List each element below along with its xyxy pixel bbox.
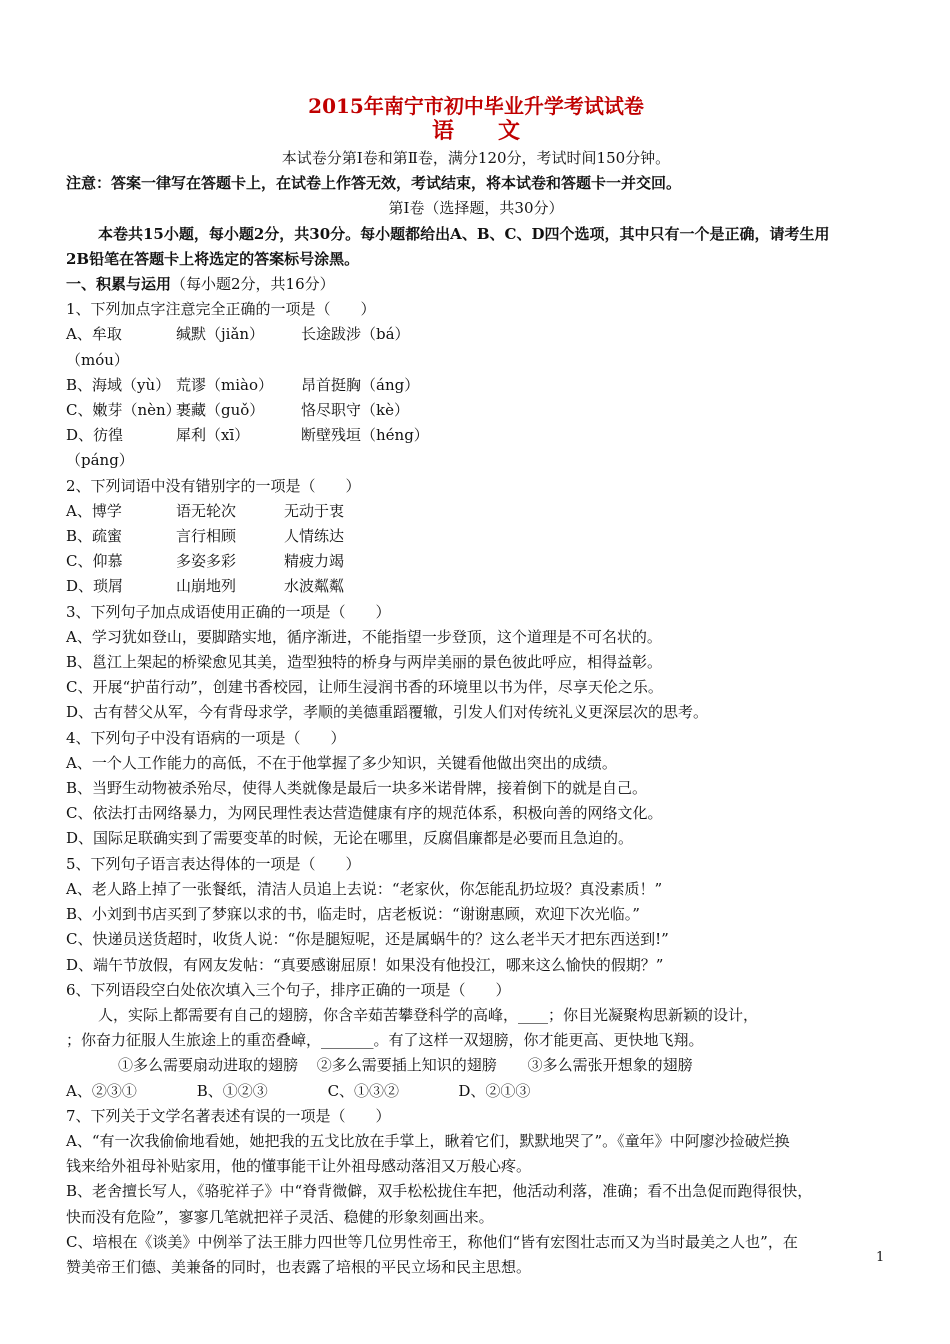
q2-a-2: 语无轮次 xyxy=(176,501,237,520)
q4-option-c: C、依法打击网络暴力，为网民理性表达营造健康有序的规范体系，积极向善的网络文化。 xyxy=(66,804,663,823)
exam-subject: 语文 xyxy=(431,118,564,144)
page-number: 1 xyxy=(876,1250,885,1265)
q2-option-a xyxy=(66,499,886,524)
q6-item-1: ①多么需要扇动进取的翅膀 xyxy=(118,1056,299,1075)
q4-option-d: D、国际足联确实到了需要变革的时候，无论在哪里，反腐倡廉都是必要而且急迫的。 xyxy=(66,829,634,848)
exam-notice: 注意：答案一律写在答题卡上，在试卷上作答无效，考试结束，将本试卷和答题卡一并交回。 xyxy=(66,174,682,193)
q2-d-3: 水波粼粼 xyxy=(284,577,345,596)
q2-option-d xyxy=(66,574,886,599)
q1-b-2: 荒谬（miào） xyxy=(176,375,273,394)
q1-option-c xyxy=(66,398,886,423)
q3-option-d: D、古有替父从军，今有背母求学，孝顺的美德重蹈覆辙，引发人们对传统礼义更深层次的思考。 xyxy=(66,703,709,722)
q7-option-a-line2: 钱来给外祖母补贴家用，他的懂事能干让外祖母感动落泪又万般心疼。 xyxy=(66,1157,532,1176)
q2-d-1: D、琐屑 xyxy=(66,577,124,596)
q6-item-2: ②多么需要插上知识的翅膀 xyxy=(316,1056,497,1075)
q1-b-1: B、海域（yù） xyxy=(66,375,171,394)
q7-option-a-line1: A、“有一次我偷偷地看她，她把我的五戈比放在手掌上，瞅着它们，默默地哭了”。《童年》中阿廖沙捡破烂换 xyxy=(66,1131,790,1150)
q1-option-a xyxy=(66,322,886,372)
q3-option-b: B、邕江上架起的桥梁愈见其美，造型独特的桥身与两岸美丽的景色彼此呼应，相得益彰。 xyxy=(66,653,663,672)
q2-a-3: 无动于衷 xyxy=(284,501,345,520)
q3-stem: 3、下列句子加点成语使用正确的一项是（ ） xyxy=(66,602,391,621)
exam-info: 本试卷分第Ⅰ卷和第Ⅱ卷，满分120分，考试时间150分钟。 xyxy=(281,149,671,167)
q3-option-a: A、学习犹如登山，要脚踏实地，循序渐进，不能指望一步登顶，这个道理是不可名状的。 xyxy=(66,627,662,646)
q1-option-b xyxy=(66,373,886,398)
q5-option-c: C、快递员送货超时，收货人说：“你是腿短呢，还是属蜗牛的？这么老半天才把东西送到!” xyxy=(66,930,669,949)
q7-stem: 7、下列关于文学名著表述有误的一项是（ ） xyxy=(66,1106,391,1125)
q2-b-1: B、疏蜜 xyxy=(66,527,123,546)
q7-option-c-line1: C、培根在《谈美》中例举了法王腓力四世等几位男性帝王，称他们“皆有宏图壮志而又为当时最美之人也”，在 xyxy=(66,1232,798,1251)
q7-option-b-line2: 快而没有危险”，寥寥几笔就把祥子灵活、稳健的形象刻画出来。 xyxy=(66,1207,494,1226)
q2-stem: 2、下列词语中没有错别字的一项是（ ） xyxy=(66,476,361,495)
part1-heading: 第Ⅰ卷（选择题，共30分） xyxy=(388,199,564,218)
q6-choice-d: D、②①③ xyxy=(458,1081,531,1100)
q1-c-3: 恪尽职守（kè） xyxy=(301,401,409,420)
q5-option-b: B、小刘到书店买到了梦寐以求的书，临走时，店老板说：“谢谢惠顾，欢迎下次光临。” xyxy=(66,905,640,924)
q2-b-3: 人情练达 xyxy=(284,527,345,546)
exam-title: 2015年南宁市初中毕业升学考试试卷 xyxy=(308,94,644,118)
q1-option-d xyxy=(66,423,886,473)
q7-option-c-line2: 赞美帝王们德、美兼备的同时，也表露了培根的平民立场和民主思想。 xyxy=(66,1257,532,1276)
q5-option-d: D、端午节放假，有网友发帖：“真要感谢屈原！如果没有他投江，哪来这么愉快的假期？” xyxy=(66,955,664,974)
q2-d-2: 山崩地列 xyxy=(176,577,237,596)
section1-note: （每小题2分，共16分） xyxy=(171,275,335,294)
q2-b-2: 言行相顾 xyxy=(176,527,237,546)
q6-choice-a: A、②③① xyxy=(66,1081,137,1100)
q6-paragraph-1: 人，实际上都需要有自己的翅膀，你含辛茹苦攀登科学的高峰，____；你目光凝聚构思新颖的设计， xyxy=(98,1005,759,1024)
q2-c-3: 精疲力竭 xyxy=(284,552,345,571)
q2-a-1: A、博学 xyxy=(66,501,122,520)
q6-paragraph-2: ；你奋力征服人生旅途上的重峦叠嶂，_______。有了这样一双翅膀，你才能更高、更快地飞翔。 xyxy=(66,1031,704,1050)
q3-option-c: C、开展“护苗行动”，创建书香校园，让师生浸润书香的环境里以书为伴，尽享天伦之乐。 xyxy=(66,678,663,697)
section1-heading xyxy=(66,272,886,297)
q2-c-1: C、仰慕 xyxy=(66,552,123,571)
exam-page xyxy=(66,94,886,1280)
q4-option-a: A、一个人工作能力的高低，不在于他掌握了多少知识，关键看他做出突出的成绩。 xyxy=(66,753,617,772)
q1-a-3: 长途跋涉（bá） xyxy=(301,325,410,344)
part1-instruction-2: 2B铅笔在答题卡上将选定的答案标号涂黑。 xyxy=(66,249,360,268)
q1-c-2: 裹藏（guǒ） xyxy=(176,401,265,420)
q1-a-2: 缄默（jiǎn） xyxy=(176,325,265,344)
q4-option-b: B、当野生动物被杀殆尽，使得人类就像是最后一块多米诺骨牌，接着倒下的就是自己。 xyxy=(66,779,648,798)
q2-option-b xyxy=(66,524,886,549)
q1-d-3: 断壁残垣（héng） xyxy=(301,426,429,445)
q6-items xyxy=(66,1053,886,1078)
q2-option-c xyxy=(66,549,886,574)
q6-choices xyxy=(66,1079,886,1104)
q5-option-a: A、老人路上掉了一张餐纸，清洁人员追上去说：“老家伙，你怎能乱扔垃圾？真没素质！” xyxy=(66,879,663,898)
q5-stem: 5、下列句子语言表达得体的一项是（ ） xyxy=(66,854,361,873)
q6-choice-c: C、①③② xyxy=(327,1081,400,1100)
q6-stem: 6、下列语段空白处依次填入三个句子，排序正确的一项是（ ） xyxy=(66,980,511,999)
q2-c-2: 多姿多彩 xyxy=(176,552,237,571)
q7-option-b-line1: B、老舍擅长写人，《骆驼祥子》中“脊背微僻，双手松松拢住车把，他活动利落，准确；看不出急促而跑得很快， xyxy=(66,1182,813,1201)
q1-b-3: 昂首挺胸（áng） xyxy=(301,375,420,394)
q6-choice-b: B、①②③ xyxy=(196,1081,268,1100)
part1-instruction-1: 本卷共15小题，每小题2分，共30分。每小题都给出A、B、C、D四个选项，其中只有一个是正确，请考生用 xyxy=(98,224,830,243)
q1-d-2: 犀利（xī） xyxy=(176,426,250,445)
q4-stem: 4、下列句子中没有语病的一项是（ ） xyxy=(66,728,346,747)
q1-stem: 1、下列加点字注意完全正确的一项是（ ） xyxy=(66,300,376,319)
q6-item-3: ③多么需张开想象的翅膀 xyxy=(527,1056,693,1075)
q1-c-1: C、嫩芽（nèn） xyxy=(66,401,181,420)
q1-d-1: D、彷徨（páng） xyxy=(66,426,134,470)
section1-label: 一、积累与运用 xyxy=(66,275,172,294)
q1-a-1: A、牟取（móu） xyxy=(66,325,129,369)
